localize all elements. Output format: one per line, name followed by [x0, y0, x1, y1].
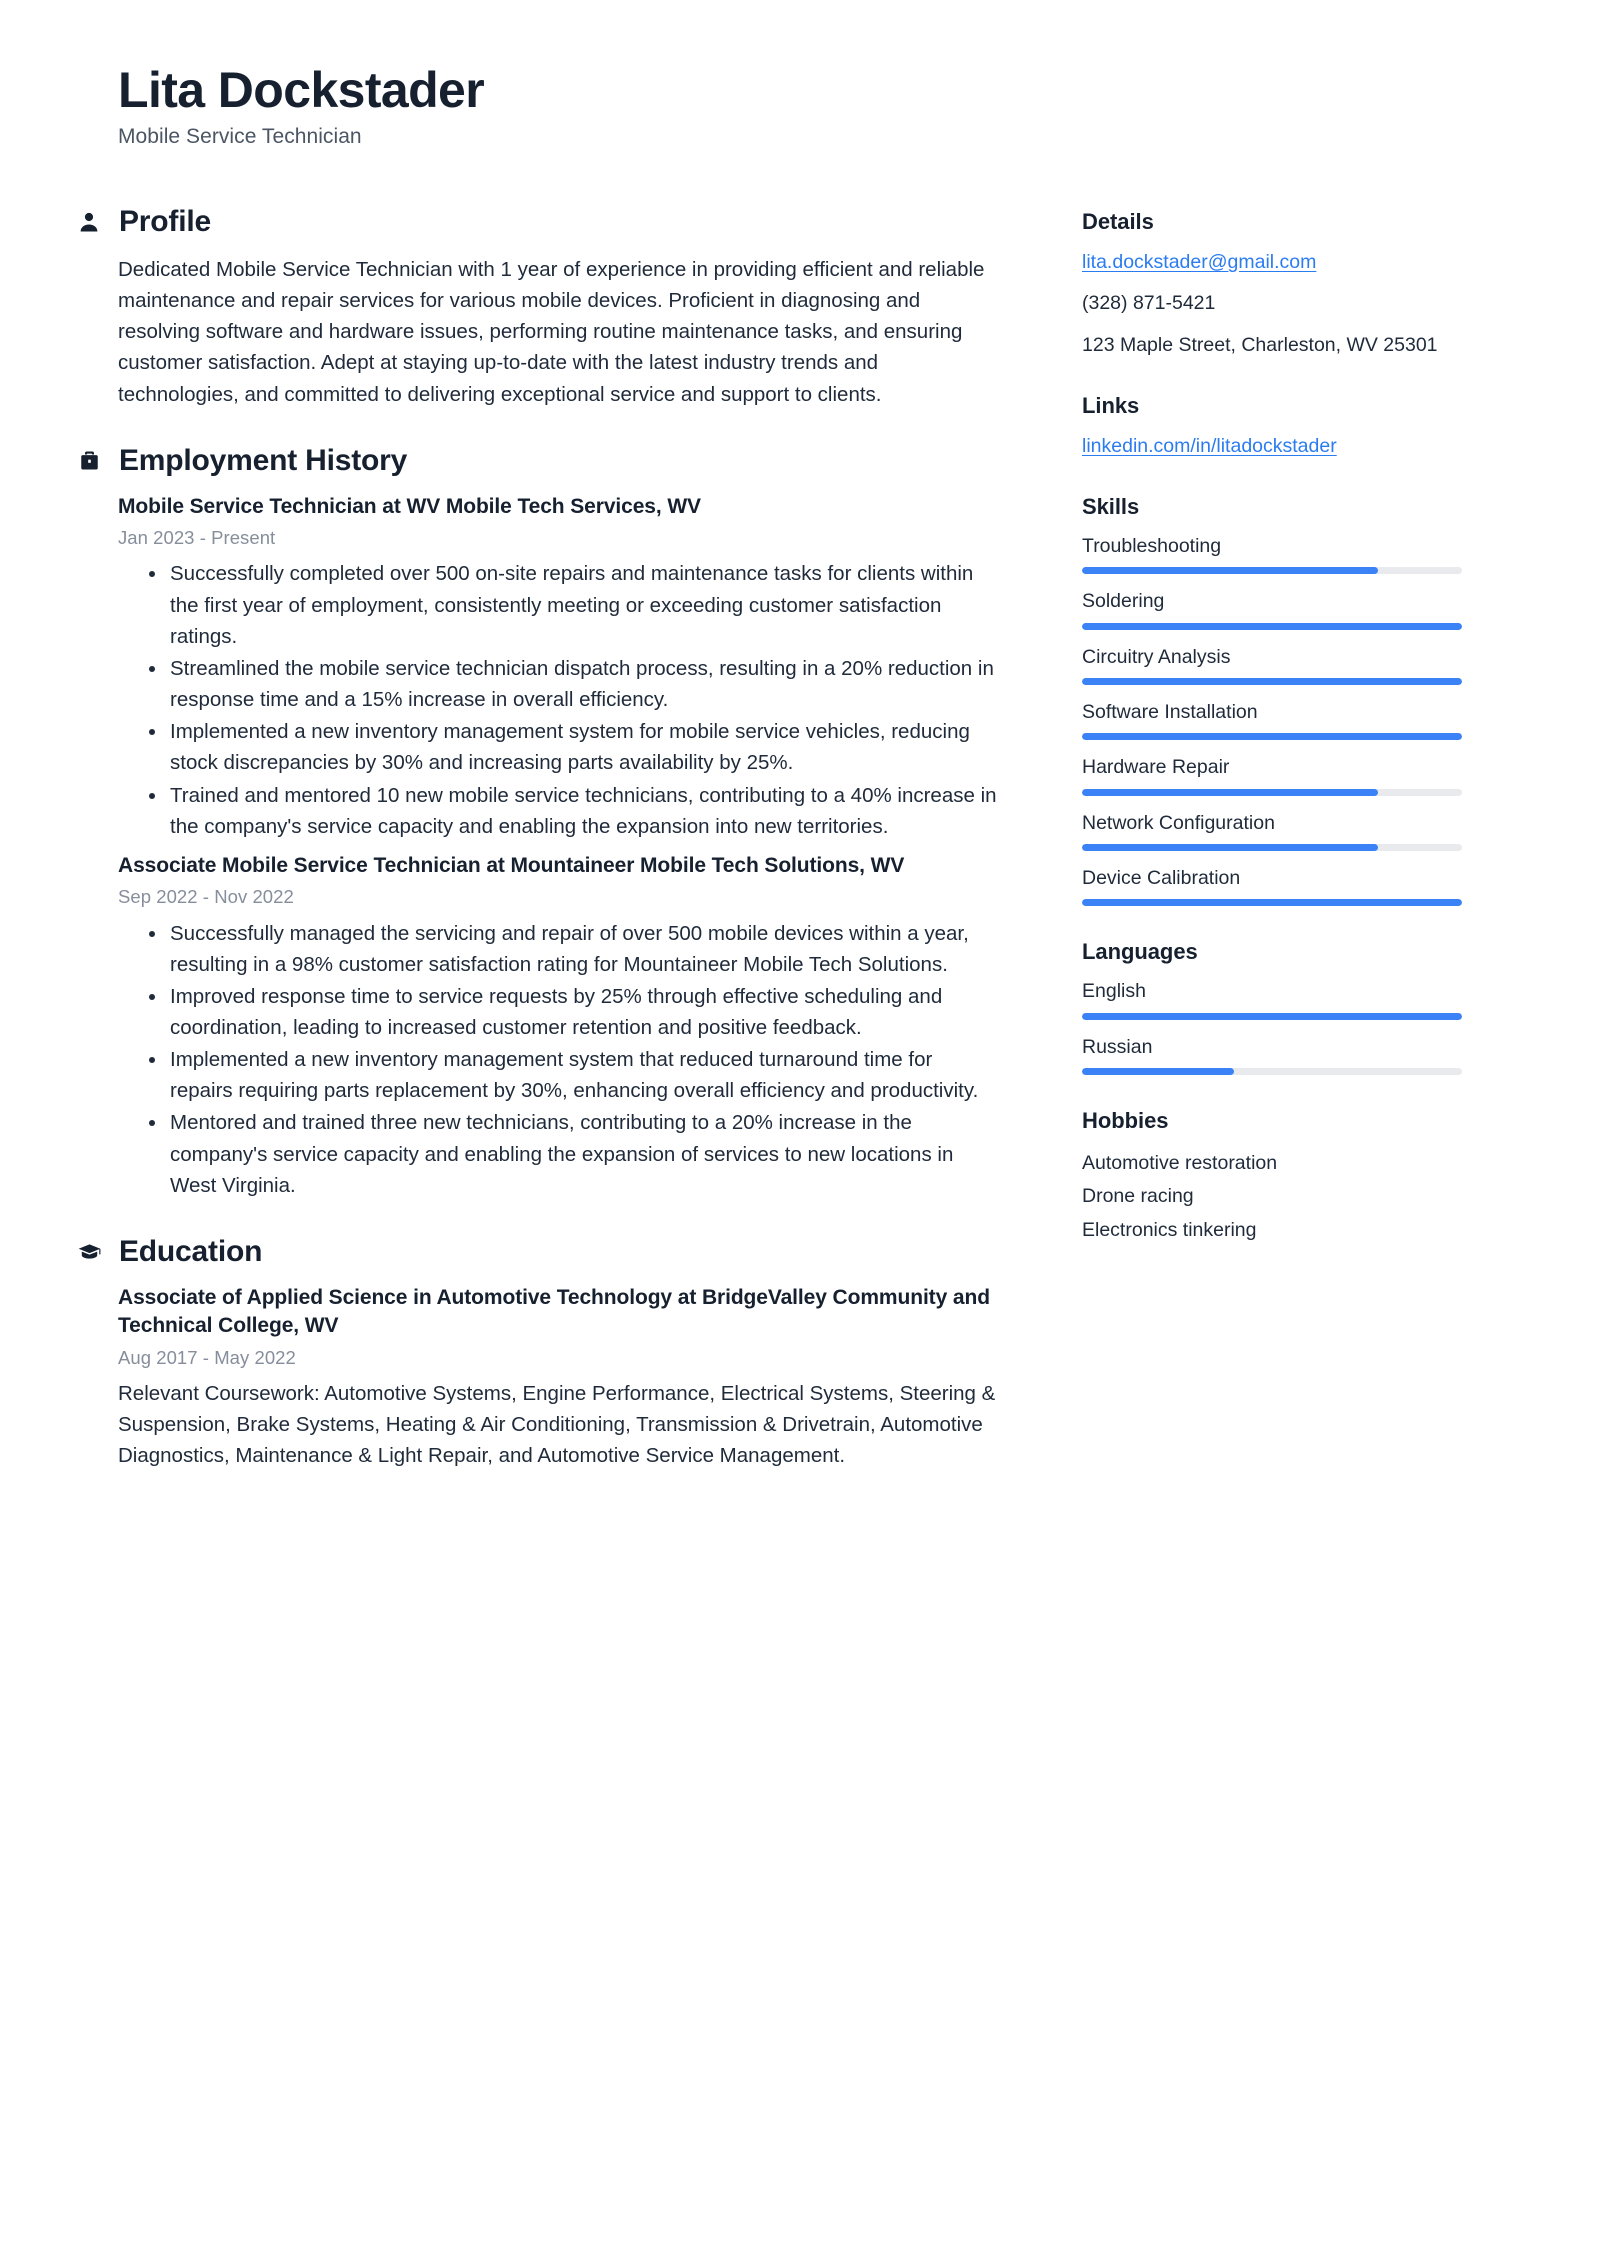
sidebar-section-links: [1082, 393, 1472, 461]
briefcase-icon: [76, 447, 102, 473]
employment-entry-title: Associate Mobile Service Technician at Mountaineer Mobile Tech Solutions, WV: [118, 853, 905, 877]
language-label: Russian: [1082, 1035, 1153, 1058]
sidebar-skills-title: Skills: [1082, 494, 1140, 519]
hobby-item: Electronics tinkering: [1082, 1218, 1257, 1241]
employment-entry-title: Mobile Service Technician at WV Mobile Tech Services, WV: [118, 494, 701, 518]
skill-level-bar: [1082, 789, 1462, 796]
sidebar-links-title: Links: [1082, 392, 1140, 418]
skill-level-bar: [1082, 899, 1462, 906]
sidebar-hobbies-title: Hobbies: [1082, 1107, 1169, 1133]
sidebar-details-title: Details: [1082, 209, 1154, 234]
skill-item: [1082, 865, 1472, 906]
skill-level-fill: [1082, 678, 1462, 685]
skill-level-bar: [1082, 623, 1462, 630]
employment-entry-bullets: [118, 918, 998, 1201]
skill-level-fill: [1082, 844, 1378, 851]
skill-level-bar: [1082, 733, 1462, 740]
list-item: Implemented a new inventory management system for mobile service vehicles, reducing stock discrepancies by 30% and increasing parts availability by 25%.: [137, 716, 998, 778]
language-level-bar: [1082, 1068, 1462, 1075]
section-education-title: Education: [119, 1234, 263, 1268]
language-level-bar: [1082, 1013, 1462, 1020]
phone-number: (328) 871-5421: [1082, 292, 1216, 315]
skill-label: Device Calibration: [1082, 866, 1241, 889]
skill-label: Hardware Repair: [1082, 756, 1230, 779]
skill-level-fill: [1082, 899, 1462, 906]
sidebar: [1082, 205, 1472, 1280]
section-profile-body: [118, 254, 998, 410]
education-entry-date: Aug 2017 - May 2022: [118, 1347, 296, 1368]
skill-label: Circuitry Analysis: [1082, 645, 1231, 668]
sidebar-section-hobbies: [1082, 1108, 1472, 1248]
language-label: English: [1082, 980, 1146, 1003]
hobby-item: Drone racing: [1082, 1185, 1194, 1208]
skill-level-fill: [1082, 733, 1462, 740]
resume-header: [118, 62, 1492, 149]
skill-level-bar: [1082, 678, 1462, 685]
skill-item: [1082, 533, 1472, 574]
skill-level-bar: [1082, 844, 1462, 851]
list-item: Successfully completed over 500 on-site repairs and maintenance tasks for clients within the first year of employment, consistently meeting or exceeding customer satisfaction ratings.: [137, 558, 998, 651]
employment-entry-date: Jan 2023 - Present: [118, 527, 276, 549]
list-item: Trained and mentored 10 new mobile service technicians, contributing to a 40% increase in the company's service capacity and enabling the expansion into new territories.: [137, 780, 998, 842]
employment-entry: [118, 493, 998, 842]
section-profile-title: Profile: [119, 205, 211, 238]
list-item: Successfully managed the servicing and repair of over 500 mobile devices within a year, resulting in a 98% customer satisfaction rating for Mountaineer Mobile Tech Solutions.: [137, 918, 998, 980]
skill-label: Software Installation: [1082, 700, 1258, 723]
hobby-item: Automotive restoration: [1082, 1151, 1278, 1174]
page-title: Lita Dockstader: [118, 62, 485, 118]
education-entry-title: Associate of Applied Science in Automotive Technology at BridgeValley Community and Technical College, WV: [118, 1285, 990, 1338]
person-icon: [76, 209, 102, 235]
language-level-fill: [1082, 1013, 1462, 1020]
skill-label: Soldering: [1082, 590, 1165, 613]
skill-label: Troubleshooting: [1082, 535, 1222, 557]
skill-item: [1082, 754, 1472, 795]
linkedin-link[interactable]: linkedin.com/in/litadockstader: [1082, 434, 1337, 457]
language-level-fill: [1082, 1068, 1234, 1075]
section-profile: [118, 205, 998, 410]
email-link[interactable]: lita.dockstader@gmail.com: [1082, 251, 1317, 273]
sidebar-languages-title: Languages: [1082, 939, 1198, 965]
postal-address: 123 Maple Street, Charleston, WV 25301: [1082, 333, 1438, 356]
employment-entries: [118, 493, 998, 1201]
skill-item: [1082, 699, 1472, 740]
section-education-header: [76, 1235, 998, 1268]
sidebar-section-details: [1082, 209, 1472, 360]
skill-item: [1082, 588, 1472, 629]
employment-entry-date: Sep 2022 - Nov 2022: [118, 886, 294, 908]
education-entries: [118, 1284, 998, 1472]
skill-level-bar: [1082, 567, 1462, 574]
skill-level-fill: [1082, 623, 1462, 630]
language-item: [1082, 1034, 1472, 1075]
section-employment-header: [76, 444, 998, 477]
resume-body: [118, 205, 1492, 1506]
profile-text: Dedicated Mobile Service Technician with 1 year of experience in providing efficient and reliable maintenance and repair services for various mobile devices. Proficient in diagnosing and resolving software and hardware issues, performing routine maintenance tasks, and ensuring customer satisfaction. Adept at staying up-to-date with the latest industry trends and technologies, and committed to delivering exceptional service and support to clients.: [118, 258, 985, 406]
graduation-cap-icon: [76, 1238, 102, 1264]
skill-label: Network Configuration: [1082, 811, 1275, 834]
skill-level-fill: [1082, 567, 1378, 574]
section-education: [118, 1235, 998, 1472]
education-entry-description: Relevant Coursework: Automotive Systems, Engine Performance, Electrical Systems, Steering & Suspension, Brake Systems, Heating & Air Conditioning, Transmission & Drivetrain, Automotive Diagnostics, Maintenance & Light Repair, and Automotive Service Management.: [118, 1382, 996, 1468]
education-entry: [118, 1284, 998, 1472]
section-profile-header: [76, 205, 998, 238]
sidebar-section-languages: [1082, 939, 1472, 1075]
list-item: Implemented a new inventory management system that reduced turnaround time for repairs requiring parts replacement by 30%, enhancing overall efficiency and productivity.: [137, 1044, 998, 1106]
main-column: [118, 205, 998, 1506]
list-item: Streamlined the mobile service technician dispatch process, resulting in a 20% reduction in response time and a 15% increase in overall efficiency.: [137, 653, 998, 715]
language-item: [1082, 978, 1472, 1019]
skill-item: [1082, 810, 1472, 851]
list-item: Improved response time to service requests by 25% through effective scheduling and coordination, leading to increased customer retention and positive feedback.: [137, 981, 998, 1043]
sidebar-section-skills: [1082, 494, 1472, 906]
section-employment-history: [118, 444, 998, 1201]
skill-level-fill: [1082, 789, 1378, 796]
skills-list: [1082, 533, 1472, 906]
job-title-subtitle: Mobile Service Technician: [118, 125, 362, 148]
employment-entry-bullets: [118, 558, 998, 841]
skill-item: [1082, 644, 1472, 685]
employment-entry: [118, 852, 998, 1201]
section-employment-title: Employment History: [119, 443, 408, 477]
list-item: Mentored and trained three new technicians, contributing to a 20% increase in the company's service capacity and enabling the expansion of services to new locations in West Virginia.: [137, 1107, 998, 1200]
